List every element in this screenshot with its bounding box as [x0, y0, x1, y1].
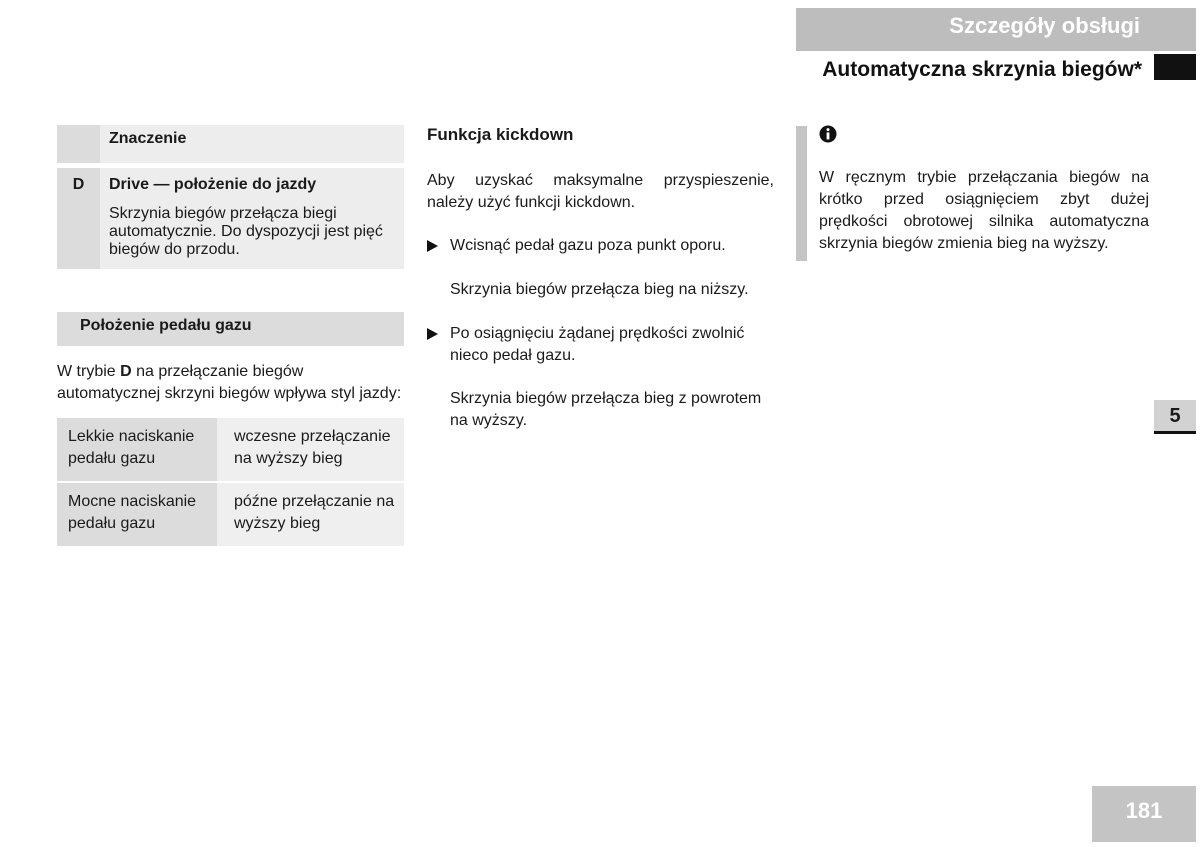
step-instruction: Wcisnąć pedał gazu poza punkt oporu. [450, 237, 726, 254]
meaning-row-description: Skrzynia biegów przełącza biegi automatycznie. Do dyspozycji jest pięć biegów do przodu. [109, 205, 383, 258]
step-result: Skrzynia biegów przełącza bieg z powrotem na wyższy. [450, 390, 762, 429]
gear-effect: wczesne przełączanie na wyższy bieg [217, 418, 404, 481]
pedal-intro-mode: D [120, 363, 132, 380]
section-header: Szczegóły obsługi [796, 8, 1196, 51]
kickdown-step [427, 235, 777, 257]
kickdown-title: Funkcja kickdown [427, 125, 574, 144]
table-row [57, 483, 404, 546]
page-title: Automatyczna skrzynia biegów* [822, 58, 1142, 81]
info-note-text: W ręcznym trybie przełączania biegów na krótko przed osiągnięciem zbyt dużej prędkości obrotowej silnika automatyczna skrzynia biegów zmienia bieg na wyższy. [819, 169, 1149, 252]
bullet-arrow-icon [427, 240, 438, 252]
pedal-intro [57, 361, 404, 405]
pedal-action: Mocne naciskanie pedału gazu [57, 483, 217, 546]
meaning-table-header [57, 125, 404, 163]
table-row [57, 418, 404, 481]
driving-style-table [57, 418, 404, 546]
pedal-position-heading: Położenie pedału gazu [57, 312, 404, 346]
step-result: Skrzynia biegów przełącza bieg na niższy. [450, 281, 749, 298]
gear-effect: późne przełączanie na wyższy bieg [217, 483, 404, 546]
pedal-intro-text-end: na przełączanie biegów automatycznej skrzyni biegów wpływa styl jazdy: [57, 363, 402, 402]
bullet-arrow-icon [427, 328, 438, 340]
pedal-intro-text: W trybie [57, 363, 121, 380]
page-number: 181 [1092, 786, 1196, 842]
meaning-row-d [57, 168, 404, 269]
meaning-heading: Znaczenie [100, 125, 404, 163]
kickdown-intro: Aby uzyskać maksymalne przyspieszenie, należy użyć funkcji kickdown. [427, 172, 774, 211]
meaning-table [57, 125, 404, 269]
pedal-action: Lekkie naciskanie pedału gazu [57, 418, 217, 481]
kickdown-step [427, 323, 777, 367]
title-marker [1154, 54, 1196, 80]
info-note-bar [796, 126, 807, 261]
meaning-key-header [57, 125, 100, 163]
step-instruction: Po osiągnięciu żądanej prędkości zwolnić nieco pedał gazu. [450, 325, 745, 364]
info-icon [818, 124, 838, 144]
meaning-key: D [57, 168, 100, 269]
chapter-tab: 5 [1154, 400, 1196, 434]
meaning-row-title: Drive — położenie do jazdy [109, 176, 317, 193]
meaning-value [100, 168, 404, 269]
